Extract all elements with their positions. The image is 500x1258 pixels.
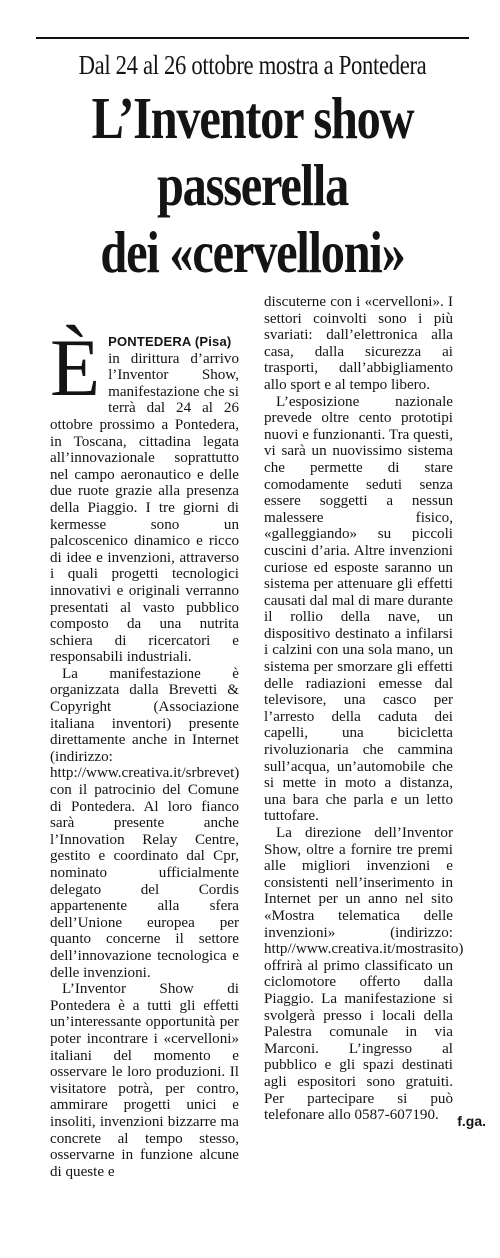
paragraph-5: La direzione dell’Inventor Show, oltre a fornire tre premi alle migliori invenzioni e consistenti nell’inserimento in Internet per un anno nel sito «Mostra telematica delle invenzioni» (indirizzo: http//www.creativa.it/mostrasito) offrirà al primo classificato un ciclomotore offerto dalla Piaggio. La manifestazione si svolgerà presso i locali della Palestra comunale in via Marconi. L’ingresso al pubblico e gli spazi destinati agli espositori sono gratuiti. Per partecipare si può telefonare allo 0587-607190. (264, 825, 464, 1124)
headline (75, 85, 430, 286)
dateline: PONTEDERA (Pisa) (108, 334, 232, 349)
headline-line-1: L’Inventor show (91, 85, 414, 151)
headline-line-3: dei «cervelloni» (100, 219, 405, 285)
lead-text: in dirittura d’arrivo l’Inventor Show, manifestazione che si terrà dal 24 al 26 ottobre prossimo a Pontedera, in Toscana, cittadina legata all’innovazionale soprattutto nel campo aeronautico e delle due ruote grazie alla presenza della Piaggio. I tre giorni di kermesse sono un palcoscenico dinamico e ricco di idee e invenzioni, attraverso i quali progetti tecnologici innovativi e originali verranno presentati al vasto pubblico composto da una nutrita schiera di ricercatori e responsabili industriali. (50, 350, 239, 666)
headline-line-2: passerella (156, 152, 349, 218)
newspaper-clipping (36, 37, 469, 1184)
drop-cap: È (50, 322, 101, 413)
column-left (50, 322, 240, 1180)
paragraph-4: L’esposizione nazionale prevede oltre cento prototipi nuovi e funzionanti. Tra questi, vi sarà un nuovissimo sistema che permette di stare comodamente seduti senza essere soggetti a nessun malessere fisico, «galleggiando» su piccoli cuscini d’aria. Altre invenzioni curiose ed esposte saranno un sistema per attenuare gli effetti causati dal mal di mare durante il rollio della nave, un dispositivo destinato a infilarsi i calzini con una sola mano, un sistema per smorzare gli effetti delle radiazioni emesse dal televisore, una casco per l’arresto della caduta dei capelli, una bicicletta rivoluzionaria che cammina sull’acqua, un’automobile che si mette in moto a distanza, una bara che parla e un letto tuttofare. (264, 393, 454, 825)
author-signature: f.ga. (457, 1113, 486, 1129)
paragraph-3: L’Inventor Show di Pontedera è a tutti gli effetti un’interessante opportunità per poter incontrare i «cervelloni» italiani del momento e osservare le loro produzioni. Il visitatore potrà, per contro, ammirare progetti unici e insoliti, invenzioni bizzarre ma concrete al tempo stesso, osservarne in funzione alcune di queste e (50, 981, 239, 1180)
paragraph-3-continued: discuterne con i «cervelloni». I settori coinvolti sono i più svariati: dall’elettronica alla casa, dalla sicurezza ai trasporti, dall’abbigliamento allo sport e al tempo libero. (264, 294, 453, 393)
article-body (50, 294, 462, 1184)
kicker: Dal 24 al 26 ottobre mostra a Pontedera (78, 50, 427, 80)
paragraph-2: La manifestazione è organizzata dalla Brevetti & Copyright (Associazione italiana inventori) presente direttamente anche in Internet (indirizzo: http://www.creativa.it/srbrevet) con il patrocinio del Comune di Pontedera. Al loro fianco sarà presente anche l’Innovation Relay Centre, gestito e coordinato dal Cpr, nominato ufficialmente delegato del Cordis appartenente alla sfera dell’Unione europea per quanto concerne il settore dell’innovazione tecnologica e delle invenzioni. (50, 665, 240, 981)
column-right (264, 294, 464, 1124)
lead-paragraph (50, 322, 239, 666)
